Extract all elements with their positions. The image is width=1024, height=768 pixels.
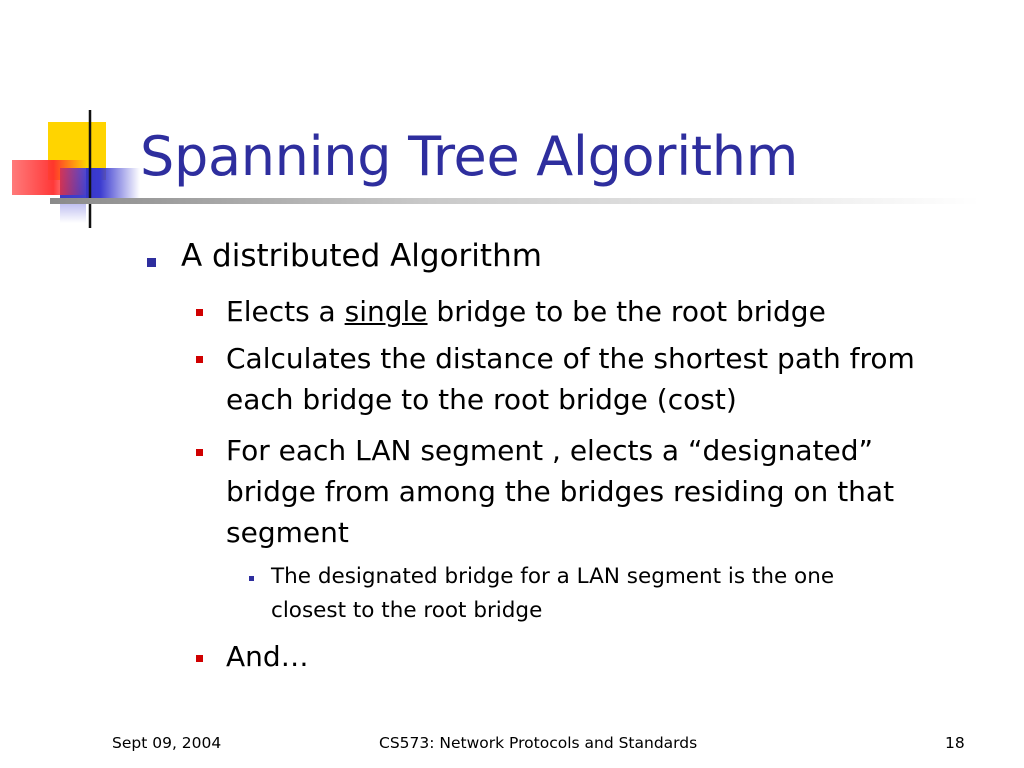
- square-bullet-icon: [196, 309, 203, 316]
- text-line: bridge from among the bridges residing on that: [226, 475, 895, 508]
- footer-page-number: 18: [945, 734, 965, 752]
- bullet-elects-root-text: [226, 291, 986, 332]
- footer-date: Sept 09, 2004: [112, 734, 222, 752]
- text-line: segment: [226, 516, 349, 549]
- bullet-designated-bridge-text: [226, 430, 986, 553]
- decorative-logo: [0, 0, 150, 240]
- emphasis-single: single: [344, 295, 428, 328]
- text-line: each bridge to the root bridge (cost): [226, 383, 737, 416]
- bullet-calculates-distance-text: [226, 338, 986, 420]
- bullet-main-text: A distributed Algorithm: [181, 238, 542, 274]
- text-line: The designated bridge for a LAN segment is the one: [271, 564, 835, 589]
- text-line: Calculates the distance of the shortest path from: [226, 342, 915, 375]
- title-divider: [50, 198, 980, 204]
- footer-course-title: CS573: Network Protocols and Standards: [379, 734, 698, 752]
- logo-red-bar: [12, 160, 87, 195]
- square-bullet-icon: [196, 655, 203, 662]
- square-bullet-icon: [196, 356, 203, 363]
- bullet-and-text: And…: [226, 640, 309, 673]
- square-bullet-icon: [196, 449, 203, 456]
- bullet-designated-closest-text: [271, 560, 971, 628]
- text-part: Elects a: [226, 295, 345, 328]
- text-line: For each LAN segment , elects a “designated”: [226, 434, 874, 467]
- square-bullet-icon: [249, 576, 254, 581]
- text-line: closest to the root bridge: [271, 598, 543, 623]
- text-part: bridge to be the root bridge: [427, 295, 826, 328]
- square-bullet-icon: [147, 258, 156, 267]
- slide-title: Spanning Tree Algorithm: [140, 125, 799, 188]
